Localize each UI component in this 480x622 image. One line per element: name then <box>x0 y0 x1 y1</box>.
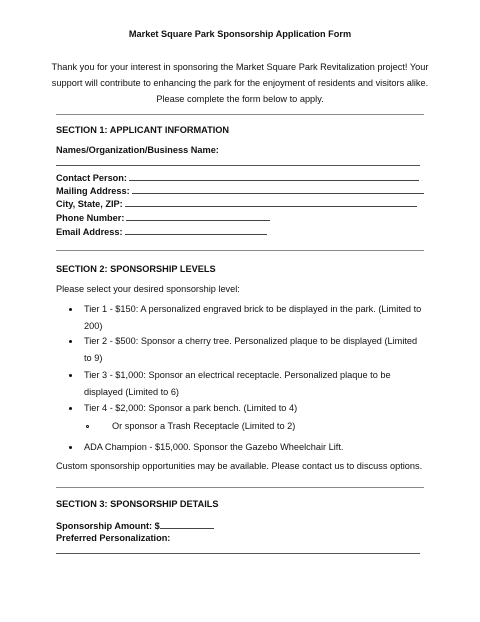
bullet-icon <box>69 340 72 343</box>
bullet-icon <box>69 446 72 449</box>
names-field[interactable] <box>56 165 420 166</box>
section2-heading: SECTION 2: SPONSORSHIP LEVELS <box>56 264 216 274</box>
personalization-label: Preferred Personalization: <box>56 533 171 543</box>
email-row <box>56 225 267 237</box>
tier-item[interactable]: Tier 1 - $150: A personalized engraved brick to be displayed in the park. (Limited to 200) <box>84 304 422 331</box>
city-label: City, State, ZIP: <box>56 199 123 209</box>
mailing-row <box>56 184 424 196</box>
sub-bullet-icon <box>86 425 89 428</box>
contact-label: Contact Person: <box>56 173 127 183</box>
tier-item[interactable]: Tier 3 - $1,000: Sponsor an electrical receptacle. Personalized plaque to be displayed (Limited to 6) <box>84 370 391 397</box>
divider <box>56 487 424 488</box>
tier-item[interactable]: Tier 4 - $2,000: Sponsor a park bench. (Limited to 4) <box>84 403 298 413</box>
divider <box>56 250 424 251</box>
phone-row <box>56 211 270 223</box>
divider <box>56 114 424 115</box>
amount-label: Sponsorship Amount: $ <box>56 521 160 531</box>
tier-item[interactable]: ADA Champion - $15,000. Sponsor the Gazebo Wheelchair Lift. <box>84 442 344 452</box>
personalization-field[interactable] <box>56 553 420 554</box>
phone-field[interactable] <box>126 211 270 221</box>
contact-field[interactable] <box>129 171 419 181</box>
email-label: Email Address: <box>56 227 123 237</box>
custom-note: Custom sponsorship opportunities may be available. Please contact us to discuss options. <box>56 461 423 471</box>
phone-label: Phone Number: <box>56 213 125 223</box>
contact-row <box>56 171 419 183</box>
city-field[interactable] <box>125 197 417 207</box>
sponsorship-instruction: Please select your desired sponsorship level: <box>56 284 240 294</box>
mailing-field[interactable] <box>132 184 424 194</box>
amount-row <box>56 519 214 531</box>
email-field[interactable] <box>125 225 267 235</box>
section1-heading: SECTION 1: APPLICANT INFORMATION <box>56 125 230 135</box>
intro-paragraph: Thank you for your interest in sponsoring the Market Square Park Revitalization project! Your support will contribute to enhancing the park for the enjoyment of residents and visitors alike. Please complete the form below to apply. <box>51 62 429 104</box>
city-row <box>56 197 417 209</box>
form-title: Market Square Park Sponsorship Application Form <box>128 29 352 39</box>
bullet-icon <box>69 308 72 311</box>
amount-field[interactable] <box>160 519 214 529</box>
tier-sub-item[interactable]: Or sponsor a Trash Receptacle (Limited to 2) <box>112 421 296 431</box>
names-label: Names/Organization/Business Name: <box>56 145 219 155</box>
mailing-label: Mailing Address: <box>56 186 130 196</box>
tier-item[interactable]: Tier 2 - $500: Sponsor a cherry tree. Personalized plaque to be displayed (Limited to 9) <box>84 336 418 363</box>
section3-heading: SECTION 3: SPONSORSHIP DETAILS <box>56 499 219 509</box>
bullet-icon <box>69 407 72 410</box>
bullet-icon <box>69 374 72 377</box>
